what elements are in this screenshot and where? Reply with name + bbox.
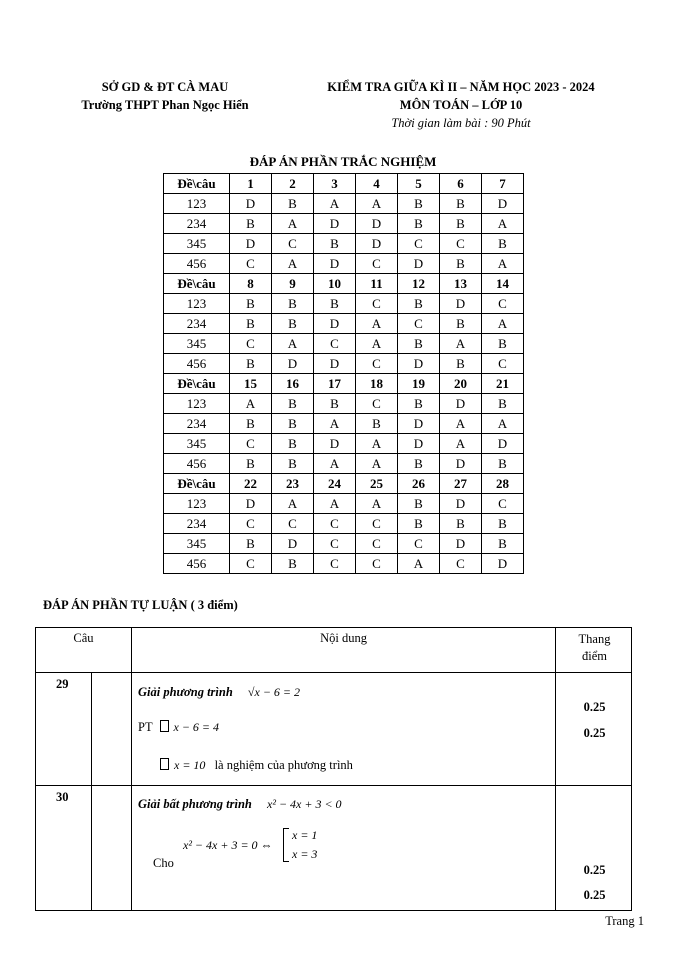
answer-cell: D <box>440 454 482 474</box>
header-cell-question: 16 <box>272 374 314 394</box>
header-cell-label: Đề\câu <box>164 374 230 394</box>
table-row <box>164 414 524 434</box>
answer-cell: C <box>482 294 524 314</box>
answer-cell: B <box>398 454 440 474</box>
exam-code-cell: 123 <box>164 294 230 314</box>
bracket-icon <box>283 828 289 862</box>
answer-cell: C <box>398 534 440 554</box>
header-cell-question: 5 <box>398 174 440 194</box>
exam-code-cell: 234 <box>164 314 230 334</box>
answer-cell: D <box>440 294 482 314</box>
answer-cell: B <box>482 394 524 414</box>
header-cell-question: 1 <box>230 174 272 194</box>
table-divider <box>36 785 631 786</box>
answer-cell: A <box>272 214 314 234</box>
header-cell-question: 20 <box>440 374 482 394</box>
answer-cell: D <box>314 354 356 374</box>
answer-cell: C <box>398 234 440 254</box>
answer-cell: B <box>272 454 314 474</box>
equation: x − 6 = 4 <box>173 720 220 734</box>
exam-title: KIỂM TRA GIỮA KÌ II – NĂM HỌC 2023 - 2024 <box>327 80 595 94</box>
answer-cell: B <box>440 214 482 234</box>
answer-cell: B <box>230 534 272 554</box>
answer-cell: B <box>482 234 524 254</box>
school-name: Trường THPT Phan Ngọc Hiển <box>81 98 249 112</box>
answer-cell: B <box>482 334 524 354</box>
exam-code-cell: 345 <box>164 234 230 254</box>
answer-cell: D <box>482 554 524 574</box>
answer-cell: A <box>356 494 398 514</box>
answer-cell: A <box>314 194 356 214</box>
header-cell-question: 27 <box>440 474 482 494</box>
answer-cell: B <box>314 294 356 314</box>
header-cell-question: 13 <box>440 274 482 294</box>
answer-cell: A <box>272 254 314 274</box>
answer-cell: A <box>314 454 356 474</box>
answer-cell: B <box>230 354 272 374</box>
mc-section-title: ĐÁP ÁN PHẦN TRẮC NGHIỆM <box>249 154 437 169</box>
header-cell-question: 28 <box>482 474 524 494</box>
header-cell-question: 17 <box>314 374 356 394</box>
header-cell-question: 19 <box>398 374 440 394</box>
exam-code-cell: 123 <box>164 394 230 414</box>
answer-cell: B <box>272 414 314 434</box>
question-prompt <box>138 797 342 812</box>
question-number: 29 <box>56 677 69 691</box>
header-cell-question: 14 <box>482 274 524 294</box>
table-row <box>164 514 524 534</box>
exam-code-cell: 123 <box>164 494 230 514</box>
answer-cell: A <box>272 494 314 514</box>
answer-cell: D <box>482 194 524 214</box>
answer-cell: C <box>356 514 398 534</box>
answer-cell: B <box>398 394 440 414</box>
answer-cell: B <box>230 314 272 334</box>
answer-cell: C <box>272 514 314 534</box>
table-row <box>164 554 524 574</box>
answer-cell: B <box>398 514 440 534</box>
answer-cell: B <box>398 334 440 354</box>
answer-cell: C <box>314 534 356 554</box>
answer-cell: B <box>440 314 482 334</box>
score-value: 0.25 <box>583 863 606 877</box>
answer-cell: A <box>314 414 356 434</box>
answer-cell: B <box>230 214 272 234</box>
question-number: 30 <box>56 790 69 804</box>
answer-cell: C <box>356 294 398 314</box>
col-header-score-line2: điểm <box>582 649 607 663</box>
table-divider <box>91 672 92 910</box>
school-header <box>40 78 290 114</box>
header-cell-question: 7 <box>482 174 524 194</box>
header-cell-question: 12 <box>398 274 440 294</box>
table-divider <box>36 672 631 673</box>
header-cell-question: 9 <box>272 274 314 294</box>
answer-cell: C <box>356 534 398 554</box>
table-header-row <box>164 374 524 394</box>
equation: x = 10 <box>174 758 206 772</box>
answer-cell: B <box>272 434 314 454</box>
answer-cell: C <box>398 314 440 334</box>
department-name: SỞ GD & ĐT CÀ MAU <box>101 80 229 94</box>
step-text: là nghiệm của phương trình <box>214 758 353 772</box>
exam-code-cell: 456 <box>164 454 230 474</box>
answer-cell: D <box>398 434 440 454</box>
answer-cell: D <box>314 434 356 454</box>
exam-code-cell: 345 <box>164 334 230 354</box>
score-value: 0.25 <box>583 888 606 902</box>
header-cell-question: 2 <box>272 174 314 194</box>
mc-answer-table <box>163 173 524 574</box>
answer-cell: C <box>356 254 398 274</box>
header-cell-question: 11 <box>356 274 398 294</box>
answer-cell: B <box>356 414 398 434</box>
col-header-content: Nội dung <box>320 631 367 645</box>
equation: √x − 6 = 2 <box>247 685 301 699</box>
answer-cell: A <box>356 454 398 474</box>
answer-cell: C <box>314 514 356 534</box>
score-value: 0.25 <box>583 700 606 714</box>
exam-code-cell: 456 <box>164 254 230 274</box>
answer-cell: D <box>482 434 524 454</box>
table-row <box>164 534 524 554</box>
table-divider <box>131 628 132 910</box>
answer-cell: C <box>314 554 356 574</box>
answer-cell: B <box>272 194 314 214</box>
exam-code-cell: 345 <box>164 534 230 554</box>
answer-cell: C <box>482 494 524 514</box>
header-cell-label: Đề\câu <box>164 274 230 294</box>
answer-cell: D <box>398 254 440 274</box>
header-cell-question: 26 <box>398 474 440 494</box>
exam-code-cell: 456 <box>164 554 230 574</box>
answer-cell: B <box>440 194 482 214</box>
table-row <box>164 334 524 354</box>
answer-cell: B <box>230 414 272 434</box>
subject-title: MÔN TOÁN – LỚP 10 <box>399 98 523 112</box>
answer-cell: D <box>272 534 314 554</box>
implies-symbol-icon <box>160 758 169 770</box>
table-row <box>164 434 524 454</box>
exam-duration: Thời gian làm bài : 90 Phút <box>391 116 531 130</box>
table-row <box>164 254 524 274</box>
essay-section-title: ĐÁP ÁN PHẦN TỰ LUẬN ( 3 điểm) <box>43 598 238 612</box>
header-cell-question: 25 <box>356 474 398 494</box>
answer-cell: A <box>356 434 398 454</box>
table-row <box>164 214 524 234</box>
answer-cell: D <box>398 414 440 434</box>
answer-cell: D <box>230 234 272 254</box>
header-cell-question: 15 <box>230 374 272 394</box>
answer-cell: B <box>398 294 440 314</box>
answer-cell: B <box>314 394 356 414</box>
answer-cell: B <box>440 254 482 274</box>
exam-code-cell: 123 <box>164 194 230 214</box>
header-cell-label: Đề\câu <box>164 474 230 494</box>
answer-cell: C <box>230 254 272 274</box>
header-cell-question: 21 <box>482 374 524 394</box>
implies-symbol-icon <box>160 720 169 732</box>
answer-cell: D <box>440 534 482 554</box>
answer-cell: A <box>482 314 524 334</box>
table-row <box>164 394 524 414</box>
answer-cell: D <box>314 314 356 334</box>
answer-cell: A <box>398 554 440 574</box>
exam-code-cell: 234 <box>164 414 230 434</box>
answer-cell: C <box>272 234 314 254</box>
answer-cell: A <box>356 314 398 334</box>
answer-cell: B <box>440 514 482 534</box>
answer-cell: D <box>440 394 482 414</box>
answer-cell: B <box>398 194 440 214</box>
answer-cell: B <box>440 354 482 374</box>
answer-cell: B <box>230 454 272 474</box>
solution-step <box>138 720 219 735</box>
answer-cell: A <box>440 414 482 434</box>
table-row <box>164 314 524 334</box>
answer-cell: C <box>230 334 272 354</box>
header-cell-label: Đề\câu <box>164 174 230 194</box>
answer-cell: C <box>230 434 272 454</box>
exam-code-cell: 234 <box>164 514 230 534</box>
answer-cell: A <box>482 254 524 274</box>
table-header-row <box>164 274 524 294</box>
header-cell-question: 18 <box>356 374 398 394</box>
equation: x² − 4x + 3 = 0 ⇔ <box>183 838 273 852</box>
answer-cell: A <box>356 194 398 214</box>
answer-cell: D <box>440 494 482 514</box>
equation: x² − 4x + 3 < 0 <box>267 797 342 811</box>
col-header-question: Câu <box>73 631 94 645</box>
answer-cell: D <box>356 214 398 234</box>
table-row <box>164 494 524 514</box>
answer-cell: B <box>272 294 314 314</box>
header-cell-question: 22 <box>230 474 272 494</box>
col-header-score <box>556 631 633 665</box>
answer-cell: B <box>398 494 440 514</box>
table-row <box>164 354 524 374</box>
solution-step <box>160 758 353 773</box>
answer-cell: D <box>356 234 398 254</box>
answer-cell: D <box>230 494 272 514</box>
answer-cell: D <box>230 194 272 214</box>
answer-cell: A <box>272 334 314 354</box>
answer-cell: C <box>314 334 356 354</box>
answer-cell: C <box>440 554 482 574</box>
table-row <box>164 234 524 254</box>
answer-cell: D <box>272 354 314 374</box>
table-header-row <box>164 174 524 194</box>
answer-cell: A <box>482 414 524 434</box>
answer-cell: C <box>356 354 398 374</box>
exam-header <box>296 78 626 132</box>
answer-cell: A <box>356 334 398 354</box>
cho-label: Cho <box>153 856 174 870</box>
table-header-row <box>164 474 524 494</box>
answer-cell: D <box>314 214 356 234</box>
answer-cell: B <box>314 234 356 254</box>
answer-cell: C <box>356 554 398 574</box>
score-value: 0.25 <box>583 726 606 740</box>
step-prefix: PT <box>138 720 153 734</box>
answer-cell: C <box>230 554 272 574</box>
answer-cell: C <box>440 234 482 254</box>
answer-cell: B <box>482 454 524 474</box>
header-cell-question: 10 <box>314 274 356 294</box>
answer-cell: B <box>272 394 314 414</box>
header-cell-question: 8 <box>230 274 272 294</box>
question-prompt <box>138 685 300 700</box>
answer-cell: A <box>440 334 482 354</box>
prompt-label: Giải bất phương trình <box>138 797 252 811</box>
answer-cell: B <box>482 514 524 534</box>
answer-cell: A <box>314 494 356 514</box>
answer-cell: A <box>440 434 482 454</box>
answer-cell: B <box>272 554 314 574</box>
table-row <box>164 194 524 214</box>
answer-cell: A <box>230 394 272 414</box>
answer-cell: A <box>482 214 524 234</box>
exam-code-cell: 456 <box>164 354 230 374</box>
answer-cell: B <box>482 534 524 554</box>
answer-cell: B <box>272 314 314 334</box>
answer-cell: C <box>356 394 398 414</box>
header-cell-question: 6 <box>440 174 482 194</box>
table-row <box>164 294 524 314</box>
answer-cell: B <box>230 294 272 314</box>
header-cell-question: 3 <box>314 174 356 194</box>
answer-cell: C <box>230 514 272 534</box>
header-cell-question: 23 <box>272 474 314 494</box>
exam-code-cell: 345 <box>164 434 230 454</box>
answer-cell: C <box>482 354 524 374</box>
header-cell-question: 4 <box>356 174 398 194</box>
table-row <box>164 454 524 474</box>
solution-value: x = 1 <box>292 828 318 842</box>
answer-cell: D <box>398 354 440 374</box>
page-number: Trang 1 <box>605 914 644 928</box>
answer-cell: B <box>398 214 440 234</box>
essay-answer-table <box>35 627 632 911</box>
header-cell-question: 24 <box>314 474 356 494</box>
answer-cell: D <box>314 254 356 274</box>
prompt-label: Giải phương trình <box>138 685 233 699</box>
solution-value: x = 3 <box>292 847 318 861</box>
exam-code-cell: 234 <box>164 214 230 234</box>
col-header-score-line1: Thang <box>578 632 611 646</box>
